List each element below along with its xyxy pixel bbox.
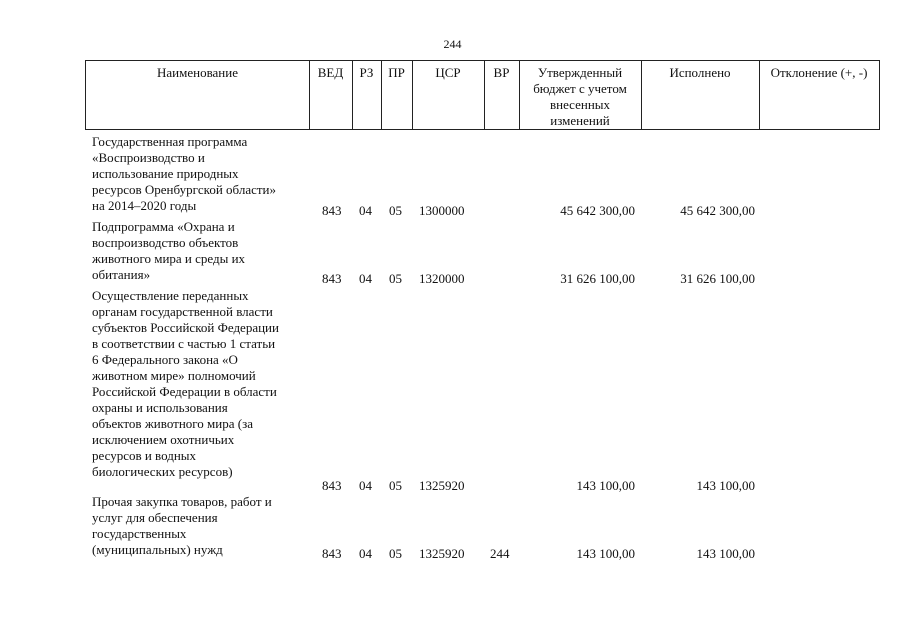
row-approved: 45 642 300,00	[560, 203, 635, 218]
header-deviation: Отклонение (+, -)	[770, 65, 868, 80]
row-name: Осуществление переданных органам государственной власти субъектов Российской Федерации в соответствии с частью 1 статьи 6 Федерального закона «О животном мире» полномочий Российской Федерации в области охраны и использования объектов животного мира (за исключением охотничьих ресурсов и водных биологических ресурсов)	[92, 288, 279, 479]
row-name: Государственная программа «Воспроизводство и использование природных ресурсов Оренбургской области» на 2014–2020 годы	[92, 134, 277, 213]
row-name: Подпрограмма «Охрана и воспроизводство объектов животного мира и среды их обитания»	[92, 219, 246, 282]
table-header	[85, 60, 880, 130]
header-csr: ЦСР	[435, 65, 461, 80]
row-rz: 04	[359, 478, 372, 493]
header-rz: РЗ	[359, 65, 374, 80]
row-name: Прочая закупка товаров, работ и услуг для обеспечения государственных (муниципальных) нужд	[92, 494, 272, 557]
header-name: Наименование	[157, 65, 238, 80]
row-executed: 45 642 300,00	[680, 203, 755, 218]
row-rz: 04	[359, 546, 372, 561]
header-executed: Исполнено	[669, 65, 731, 80]
row-rz: 04	[359, 203, 372, 218]
row-approved: 143 100,00	[576, 478, 635, 493]
row-ved: 843	[322, 478, 342, 493]
header-approved: Утвержденный бюджет с учетом внесенных изменений	[533, 65, 627, 128]
row-ved: 843	[322, 271, 342, 286]
row-csr: 1325920	[419, 546, 465, 561]
row-pr: 05	[389, 271, 402, 286]
row-csr: 1320000	[419, 271, 465, 286]
row-ved: 843	[322, 203, 342, 218]
header-pr: ПР	[388, 65, 405, 80]
column-divider	[519, 61, 520, 129]
row-approved: 31 626 100,00	[560, 271, 635, 286]
row-pr: 05	[389, 203, 402, 218]
row-rz: 04	[359, 271, 372, 286]
row-executed: 143 100,00	[696, 478, 755, 493]
row-executed: 143 100,00	[696, 546, 755, 561]
row-csr: 1325920	[419, 478, 465, 493]
row-pr: 05	[389, 546, 402, 561]
row-vr: 244	[490, 546, 510, 561]
header-ved: ВЕД	[317, 65, 344, 80]
column-divider	[759, 61, 760, 129]
row-ved: 843	[322, 546, 342, 561]
header-vr: ВР	[493, 65, 510, 80]
row-pr: 05	[389, 478, 402, 493]
row-csr: 1300000	[419, 203, 465, 218]
page-number: 244	[443, 37, 462, 51]
row-approved: 143 100,00	[576, 546, 635, 561]
row-executed: 31 626 100,00	[680, 271, 755, 286]
